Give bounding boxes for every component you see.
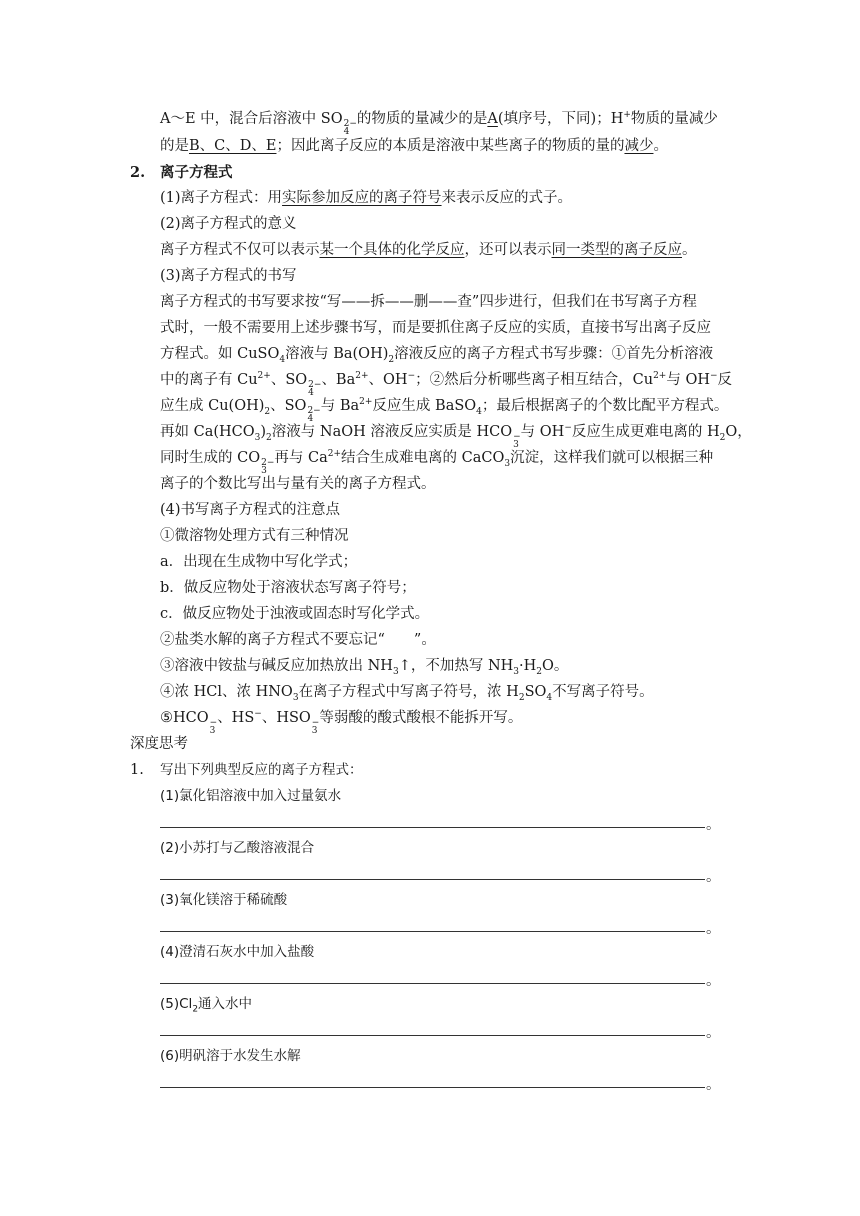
s2-line-20: ④浓 HCl、浓 $HNO_3$在离子方程式中写离子符号，浓 $H_2SO_4$不写离子符号。 [160,684,654,703]
answer-line-6[interactable] [160,1087,705,1088]
period-3: 。 [706,921,721,937]
period-6: 。 [706,1077,721,1093]
s2-line-2: (2)离子方程式的意义 [160,216,297,232]
deep-thinking-title: 深度思考 [130,736,188,752]
s2-line-13: (4)书写离子方程式的注意点 [160,502,341,518]
answer-line-1[interactable] [160,827,705,828]
s2-line-15: a．出现在生成物中写化学式； [160,554,358,570]
s2-line-9: 应生成 $Cu(OH)_2$、SO 2− 4 与 $Ba^{2+}$反应生成 BaSO$_4$；最后根据离子的个数比配平方程式。 [160,397,729,424]
s2-line-11: 同时生成的 CO 2− 3 再与 $Ca^{2+}$结合生成难电离的 CaCO$_3$沉淀，这样我们就可以根据三种 [160,449,714,476]
question-item-4: (4)澄清石灰水中加入盐酸 [160,944,315,960]
section-2-title: 离子方程式 [160,164,233,181]
s2-line-4: (3)离子方程式的书写 [160,268,297,284]
period-2: 。 [706,869,721,885]
s2-line-6: 式时，一般不需要用上述步骤书写，而是要抓住离子反应的实质，直接书写出离子反应 [160,320,711,336]
top-line-1: A～E 中，混合后溶液中 SO 2− 4 的物质的量减少的是A(填序号，下同)；H+物质的量减少 [160,110,718,137]
s2-line-1: (1)离子方程式：用实际参加反应的离子符号来表示反应的式子。 [160,190,573,206]
period-4: 。 [706,973,721,989]
answer-bcde: B、C、D、E [189,138,277,154]
question-item-3: (3)氧化镁溶于稀硫酸 [160,892,288,908]
s2-line-5: 离子方程式的书写要求按“写——拆——删——查”四步进行，但我们在书写离子方程 [160,294,697,310]
section-2-number: 2. [130,164,146,181]
s2-line-12: 离子的个数比写出与量有关的离子方程式。 [160,476,436,492]
s2-line-7: 方程式。如 CuSO$_4$溶液与 $Ba(OH)_2$溶液反应的离子方程式书写步骤：①首先分析溶液 [160,346,714,365]
s2-line-14: ①微溶物处理方式有三种情况 [160,528,349,544]
answer-line-3[interactable] [160,931,705,932]
question-item-1: (1)氯化铝溶液中加入过量氨水 [160,788,342,804]
s2-line-18: ②盐类水解的离子方程式不要忘记“ ”。 [160,632,436,648]
answer-line-2[interactable] [160,879,705,880]
s2-line-19: ③溶液中铵盐与碱反应加热放出 $NH_3↑$，不加热写 $NH_3\cdot H_2O$。 [160,658,569,677]
period-5: 。 [706,1025,721,1041]
question-1-number: 1. [130,762,144,778]
s2-line-3: 离子方程式不仅可以表示某一个具体的化学反应，还可以表示同一类型的离子反应。 [160,242,697,258]
answer-a: A [487,111,498,127]
answer-line-4[interactable] [160,983,705,984]
answer-line-5[interactable] [160,1035,705,1036]
question-1-title: 写出下列典型反应的离子方程式： [160,762,363,778]
s2-line-21: ⑤HCO − 3 、HS−、HSO − 3 等弱酸的酸式酸根不能拆开写。 [160,709,523,736]
s2-line-16: b．做反应物处于溶液状态写离子符号； [160,580,416,596]
s2-line-10: 再如 $Ca(HCO_3)_2$溶液与 NaOH 溶液反应实质是 HCO − 3 与 OH−反应生成更难电离的 $H_2O$， [160,423,752,450]
question-item-5: $(5)Cl_2$通入水中 [160,996,253,1015]
top-line-2: 的是B、C、D、E；因此离子反应的本质是溶液中某些离子的物质的量的减少。 [160,138,668,154]
question-item-2: (2)小苏打与乙酸溶液混合 [160,840,315,856]
answer-decrease: 减少 [624,138,654,154]
s2-line-17: c．做反应物处于浊液或固态时写化学式。 [160,606,430,622]
s2-line-8: 中的离子有 $Cu^{2+}$、SO 2− 4 、$Ba^{2+}$、OH−；②然后分析哪些离子相互结合，$Cu^{2+}$与 OH−反 [160,371,733,398]
question-item-6: (6)明矾溶于水发生水解 [160,1048,301,1064]
period-1: 。 [706,817,721,833]
